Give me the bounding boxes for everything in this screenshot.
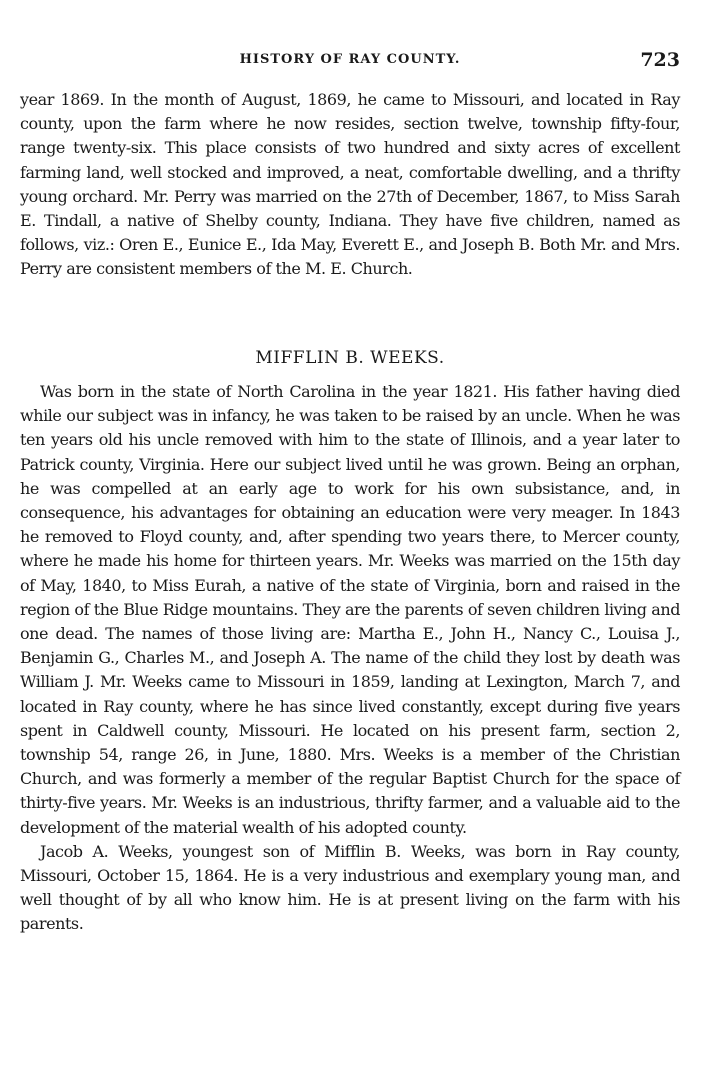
jacob-weeks-paragraph: Jacob A. Weeks, youngest son of Mifflin B. Weeks, was born in Ray county, Missouri, October 15, 1864. He is a very industrious and exemplary young man, and well thought of by all who know him. He is at present living on the farm with his parents. (20, 841, 680, 934)
perry-biography-continuation (20, 88, 680, 282)
running-head (20, 49, 680, 72)
running-title: HISTORY OF RAY COUNTY. (239, 52, 461, 67)
book-page (20, 0, 680, 1065)
weeks-paragraph: Was born in the state of North Carolina in the year 1821. His father having died while our subject was in infancy, he was taken to be raised by an uncle. When he was ten years old his uncle removed with him to the state of Illinois, and a year later to Patrick county, Virginia. Here our subject lived until he was grown. Being an orphan, he was compelled at an early age to work for his own subsistance, and, in consequence, his advantages for obtaining an education were very meager. In 1843 he removed to Floyd county, and, after spending two years there, to Mercer county, where he made his home for thirteen years. Mr. Weeks was married on the 15th day of May, 1840, to Miss Eurah, a native of the state of Virginia, born and raised in the region of the Blue Ridge mountains. They are the parents of seven children living and one dead. The names of those living are: Martha E., John H., Nancy C., Louisa J., Benjamin G., Charles M., and Joseph A. The name of the child they lost by death was William J. Mr. Weeks came to Missouri in 1859, landing at Lexington, March 7, and located in Ray county, where he has since lived constantly, except during five years spent in Caldwell county, Missouri. He located on his present farm, section 2, township 54, range 26, in June, 1880. Mrs. Weeks is a member of the Christian Church, and was formerly a member of the regular Baptist Church for the space of thirty-five years. Mr. Weeks is an industrious, thrifty farmer, and a valuable aid to the development of the material wealth of his adopted county. (20, 382, 680, 837)
page-number: 723 (640, 49, 680, 71)
weeks-biography (20, 380, 680, 937)
section-heading: MIFFLIN B. WEEKS. (255, 348, 445, 368)
perry-paragraph: year 1869. In the month of August, 1869, he came to Missouri, and located in Ray county, upon the farm where he now resides, section twelve, township fifty-four, range twenty-six. This place consists of two hundred and sixty acres of excellent farming land, well stocked and improved, a neat, comfortable dwelling, and a thrifty young orchard. Mr. Perry was married on the 27th of December, 1867, to Miss Sarah E. Tindall, a native of Shelby county, Indiana. They have five children, named as follows, viz.: Oren E., Eunice E., Ida May, Everett E., and Joseph B. Both Mr. and Mrs. Perry are consistent members of the M. E. Church. (20, 90, 680, 279)
